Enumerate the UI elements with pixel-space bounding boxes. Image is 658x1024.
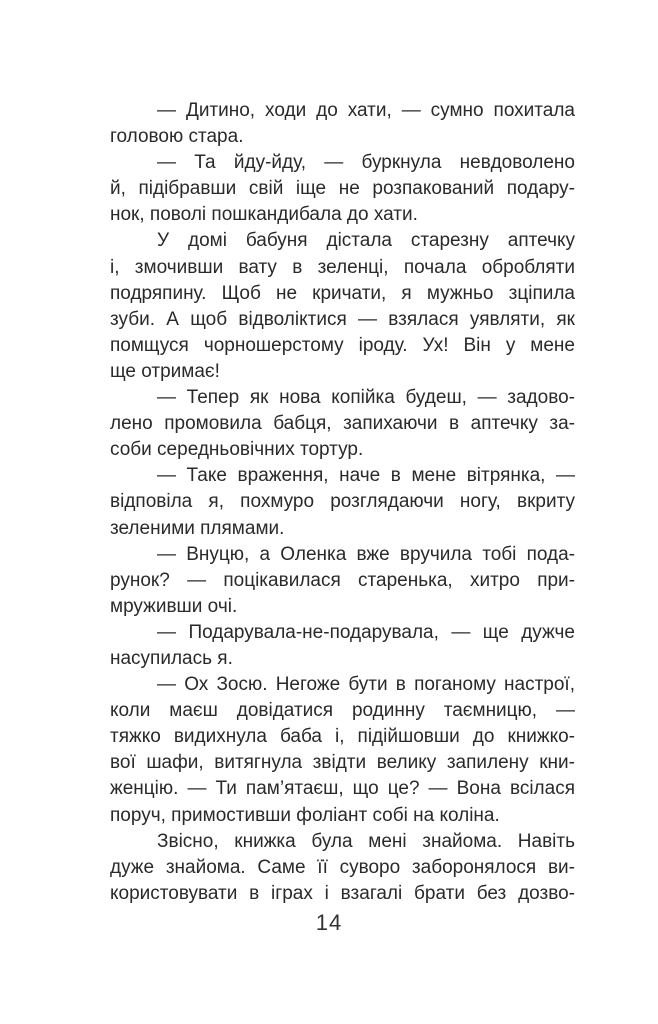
text-line: соби середньовічних тортур. (110, 439, 364, 461)
text-line: женцію. — Ти пам’ятаєш, що це? — Вона всілася (110, 778, 575, 800)
text-line: У домі бабуня дістала старезну аптечку (157, 230, 575, 252)
text-line: Звісно, книжка була мені знайома. Навіть (157, 830, 575, 852)
text-line: помщуся чорношерстому іроду. Ух! Він у мене (110, 334, 575, 356)
text-line: — Та йду-йду, — буркнула невдоволено (157, 152, 575, 174)
text-line: мруживши очі. (110, 595, 238, 617)
text-line: нок, поволі пошкандибала до хати. (110, 204, 418, 226)
text-line: — Внуцю, а Оленка вже вручила тобі пода- (157, 543, 575, 565)
page-text-block (110, 98, 575, 907)
text-line: ще отримає! (110, 360, 220, 382)
text-line: зуби. А щоб відволіктися — взялася уявляти, як (110, 308, 575, 330)
text-line: лено промовила бабця, запихаючи в аптечку за- (110, 413, 575, 435)
text-line: насупилась я. (110, 647, 233, 669)
text-line: поруч, примостивши фоліант собі на коліна. (110, 804, 500, 826)
text-line: — Дитино, ходи до хати, — сумно похитала (157, 100, 575, 121)
page-number: 14 (315, 910, 343, 935)
text-line: головою стара. (110, 126, 244, 148)
text-line: і, змочивши вату в зеленці, почала обробляти (110, 256, 575, 278)
text-line: користовувати в іграх і взагалі брати без дозво- (110, 882, 575, 904)
text-line: — Тепер як нова копійка будеш, — задово- (157, 387, 575, 409)
text-line: вої шафи, витягнула звідти велику запилену кни- (110, 752, 575, 774)
text-line: коли маєш довідатися родинну таємницю, — (110, 700, 575, 722)
text-line: — Ох Зосю. Негоже бути в поганому настрої, (157, 674, 575, 696)
text-line: дуже знайома. Саме її суворо заборонялося ви- (110, 856, 575, 878)
text-line: рунок? — поцікавилася старенька, хитро при- (110, 569, 575, 591)
text-line: відповіла я, похмуро розглядаючи ногу, вкриту (110, 491, 575, 513)
text-line: й, підібравши свій іще не розпакований подару- (110, 178, 575, 200)
text-line: — Таке враження, наче в мене вітрянка, — (157, 465, 575, 487)
text-line: зеленими плямами. (110, 517, 285, 539)
text-line: подряпину. Щоб не кричати, я мужньо зціпила (110, 282, 575, 304)
text-line: тяжко видихнула баба і, підійшовши до книжко- (110, 726, 575, 748)
text-line: — Подарувала-не-подарувала, — ще дужче (157, 621, 575, 643)
